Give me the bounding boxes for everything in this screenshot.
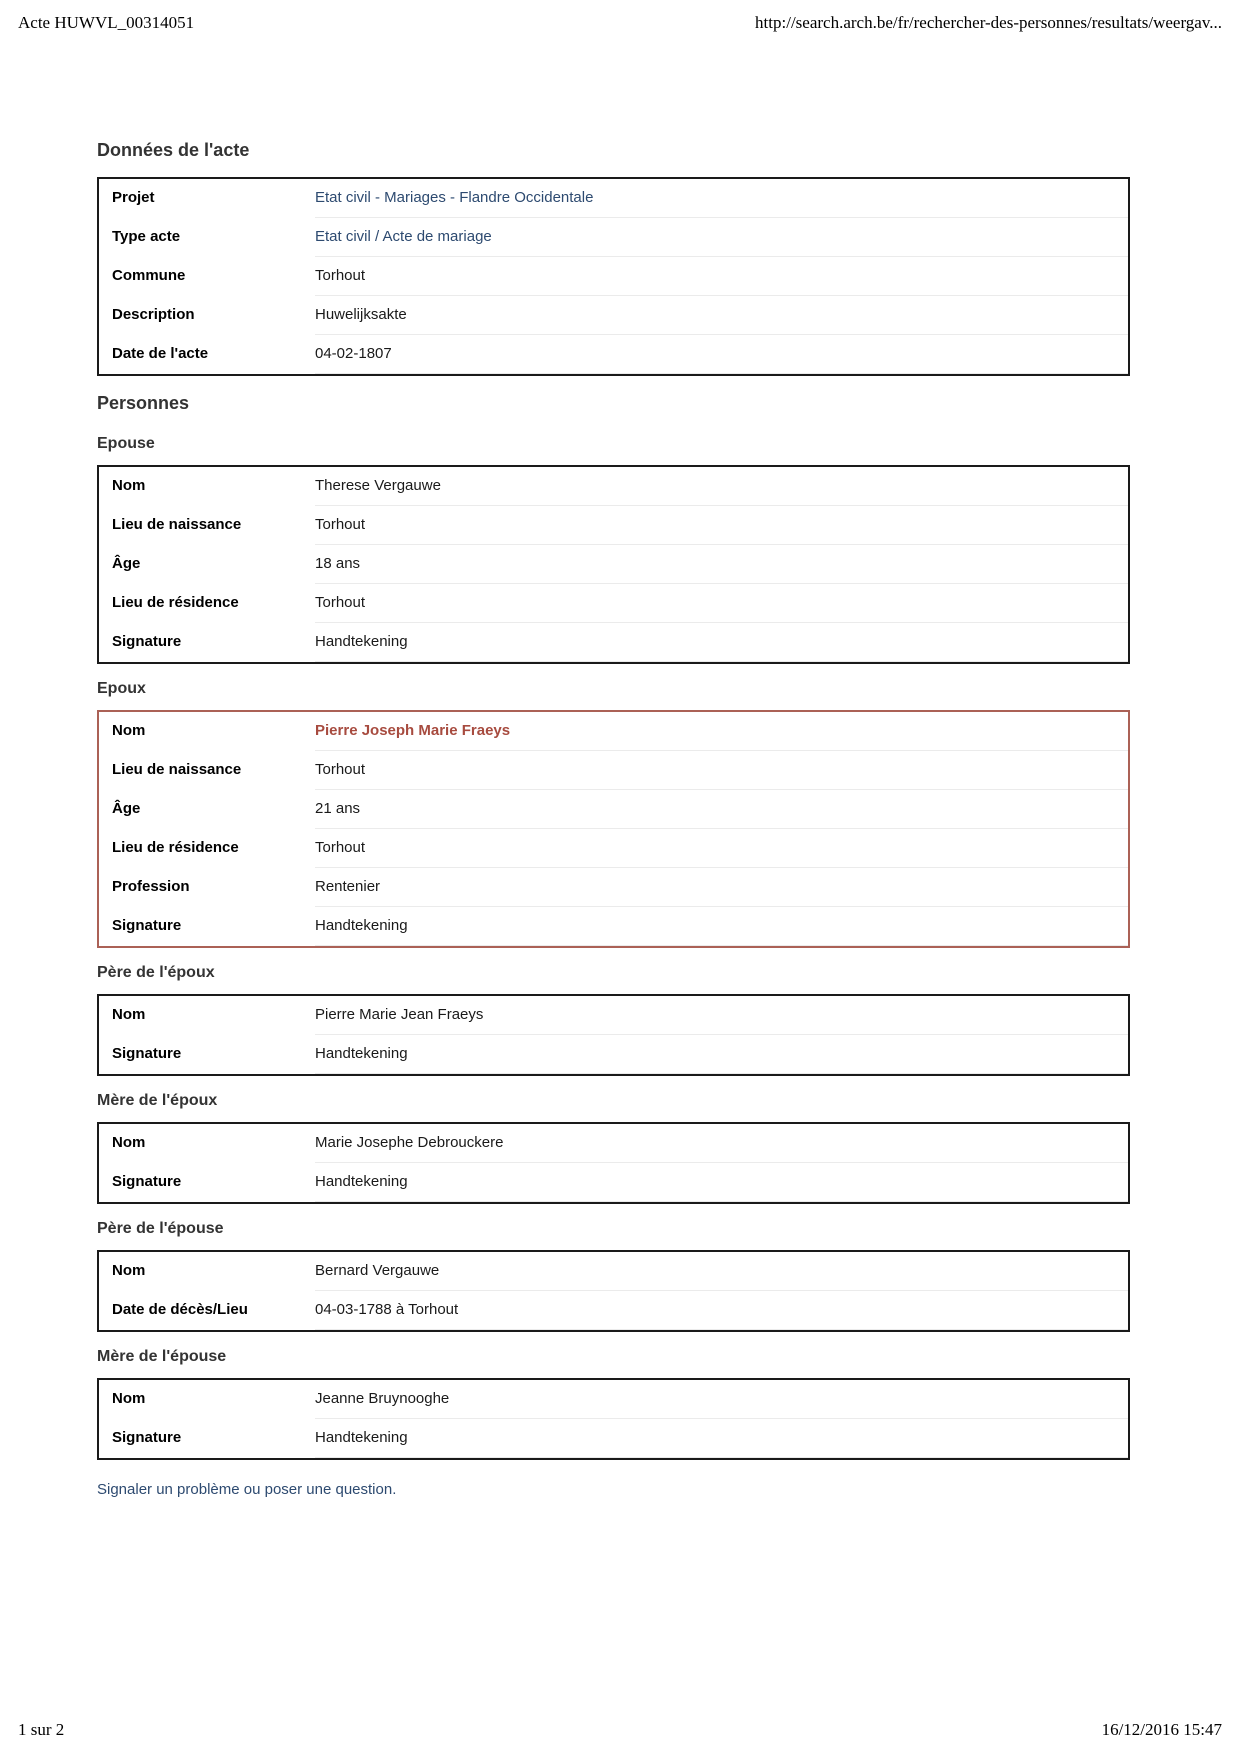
- table-row: [99, 623, 1128, 662]
- row-label: Lieu de naissance: [112, 516, 242, 533]
- row-label: Lieu de résidence: [112, 594, 239, 611]
- acte-table: [97, 177, 1130, 376]
- page-number: 1 sur 2: [18, 1720, 65, 1739]
- row-label: Nom: [112, 1390, 146, 1407]
- acte-section-title: Données de l'acte: [97, 140, 250, 160]
- row-label: Nom: [112, 1262, 146, 1279]
- person-table: [97, 1122, 1130, 1204]
- row-value: Torhout: [315, 584, 1128, 623]
- table-row: [99, 545, 1128, 584]
- row-label: Signature: [112, 917, 182, 934]
- person-table: [97, 465, 1130, 664]
- row-label: Profession: [112, 878, 190, 895]
- row-label: Nom: [112, 1134, 146, 1151]
- table-row: [99, 179, 1128, 218]
- row-label: Nom: [112, 477, 146, 494]
- row-value: 04-03-1788 à Torhout: [315, 1291, 1128, 1330]
- table-row: [99, 751, 1128, 790]
- document-url: http://search.arch.be/fr/rechercher-des-personnes/resultats/weergav...: [755, 13, 1222, 32]
- table-row: [99, 1035, 1128, 1074]
- row-value: Rentenier: [315, 868, 1128, 907]
- person-section-title: Père de l'époux: [97, 964, 215, 981]
- row-label: Âge: [112, 800, 141, 817]
- table-row: [99, 467, 1128, 506]
- row-value: 04-02-1807: [315, 335, 1128, 374]
- row-value-link[interactable]: Etat civil - Mariages - Flandre Occidentale: [315, 179, 1128, 218]
- person-section-title: Mère de l'époux: [97, 1092, 218, 1109]
- row-value: Huwelijksakte: [315, 296, 1128, 335]
- person-table: [97, 1378, 1130, 1460]
- table-row: [99, 584, 1128, 623]
- table-row: [99, 868, 1128, 907]
- table-row: [99, 1163, 1128, 1202]
- page-footer: [18, 1720, 1222, 1740]
- personnes-section-title: Personnes: [97, 393, 190, 413]
- row-label: Date de l'acte: [112, 345, 209, 362]
- row-value: Torhout: [315, 829, 1128, 868]
- row-value: Therese Vergauwe: [315, 467, 1128, 506]
- row-value: Torhout: [315, 751, 1128, 790]
- row-label: Nom: [112, 722, 146, 739]
- person-section-title: Epouse: [97, 435, 155, 452]
- table-row: [99, 257, 1128, 296]
- row-label: Signature: [112, 1429, 182, 1446]
- row-value: Handtekening: [315, 1163, 1128, 1202]
- document-reference: Acte HUWVL_00314051: [18, 13, 195, 32]
- table-row: [99, 296, 1128, 335]
- main-content: [97, 140, 1130, 1499]
- row-value: Marie Josephe Debrouckere: [315, 1124, 1128, 1163]
- table-row: [99, 506, 1128, 545]
- table-row: [99, 996, 1128, 1035]
- row-label: Signature: [112, 1045, 182, 1062]
- row-value: 21 ans: [315, 790, 1128, 829]
- row-value: Pierre Joseph Marie Fraeys: [315, 712, 1128, 751]
- row-value: Torhout: [315, 257, 1128, 296]
- row-value: Pierre Marie Jean Fraeys: [315, 996, 1128, 1035]
- row-label: Projet: [112, 189, 155, 206]
- person-table: [97, 1250, 1130, 1332]
- row-label: Signature: [112, 1173, 182, 1190]
- row-value: Handtekening: [315, 623, 1128, 662]
- row-value: Torhout: [315, 506, 1128, 545]
- person-section-title: Epoux: [97, 680, 146, 697]
- table-row: [99, 1419, 1128, 1458]
- table-row: [99, 907, 1128, 946]
- person-section-title: Mère de l'épouse: [97, 1348, 227, 1365]
- person-section-title: Père de l'épouse: [97, 1220, 224, 1237]
- row-value: Handtekening: [315, 1035, 1128, 1074]
- row-value: Handtekening: [315, 907, 1128, 946]
- person-table: [97, 994, 1130, 1076]
- table-row: [99, 218, 1128, 257]
- row-label: Commune: [112, 267, 186, 284]
- row-value: Jeanne Bruynooghe: [315, 1380, 1128, 1419]
- row-label: Âge: [112, 555, 141, 572]
- table-row: [99, 1252, 1128, 1291]
- table-row: [99, 1124, 1128, 1163]
- row-label: Description: [112, 306, 195, 323]
- row-value: 18 ans: [315, 545, 1128, 584]
- table-row: [99, 712, 1128, 751]
- person-table-highlighted: [97, 710, 1130, 948]
- table-row: [99, 829, 1128, 868]
- row-label: Lieu de résidence: [112, 839, 239, 856]
- page-header: [18, 13, 1222, 33]
- row-label: Signature: [112, 633, 182, 650]
- row-value: Handtekening: [315, 1419, 1128, 1458]
- table-row: [99, 1291, 1128, 1330]
- row-value-link[interactable]: Etat civil / Acte de mariage: [315, 218, 1128, 257]
- print-datetime: 16/12/2016 15:47: [1101, 1720, 1222, 1739]
- table-row: [99, 335, 1128, 374]
- table-row: [99, 790, 1128, 829]
- row-label: Date de décès/Lieu: [112, 1301, 248, 1318]
- row-label: Nom: [112, 1006, 146, 1023]
- row-value: Bernard Vergauwe: [315, 1252, 1128, 1291]
- row-label: Type acte: [112, 228, 181, 245]
- table-row: [99, 1380, 1128, 1419]
- report-problem-link[interactable]: Signaler un problème ou poser une question.: [97, 1481, 397, 1498]
- person-sections: [97, 434, 1130, 1460]
- row-label: Lieu de naissance: [112, 761, 242, 778]
